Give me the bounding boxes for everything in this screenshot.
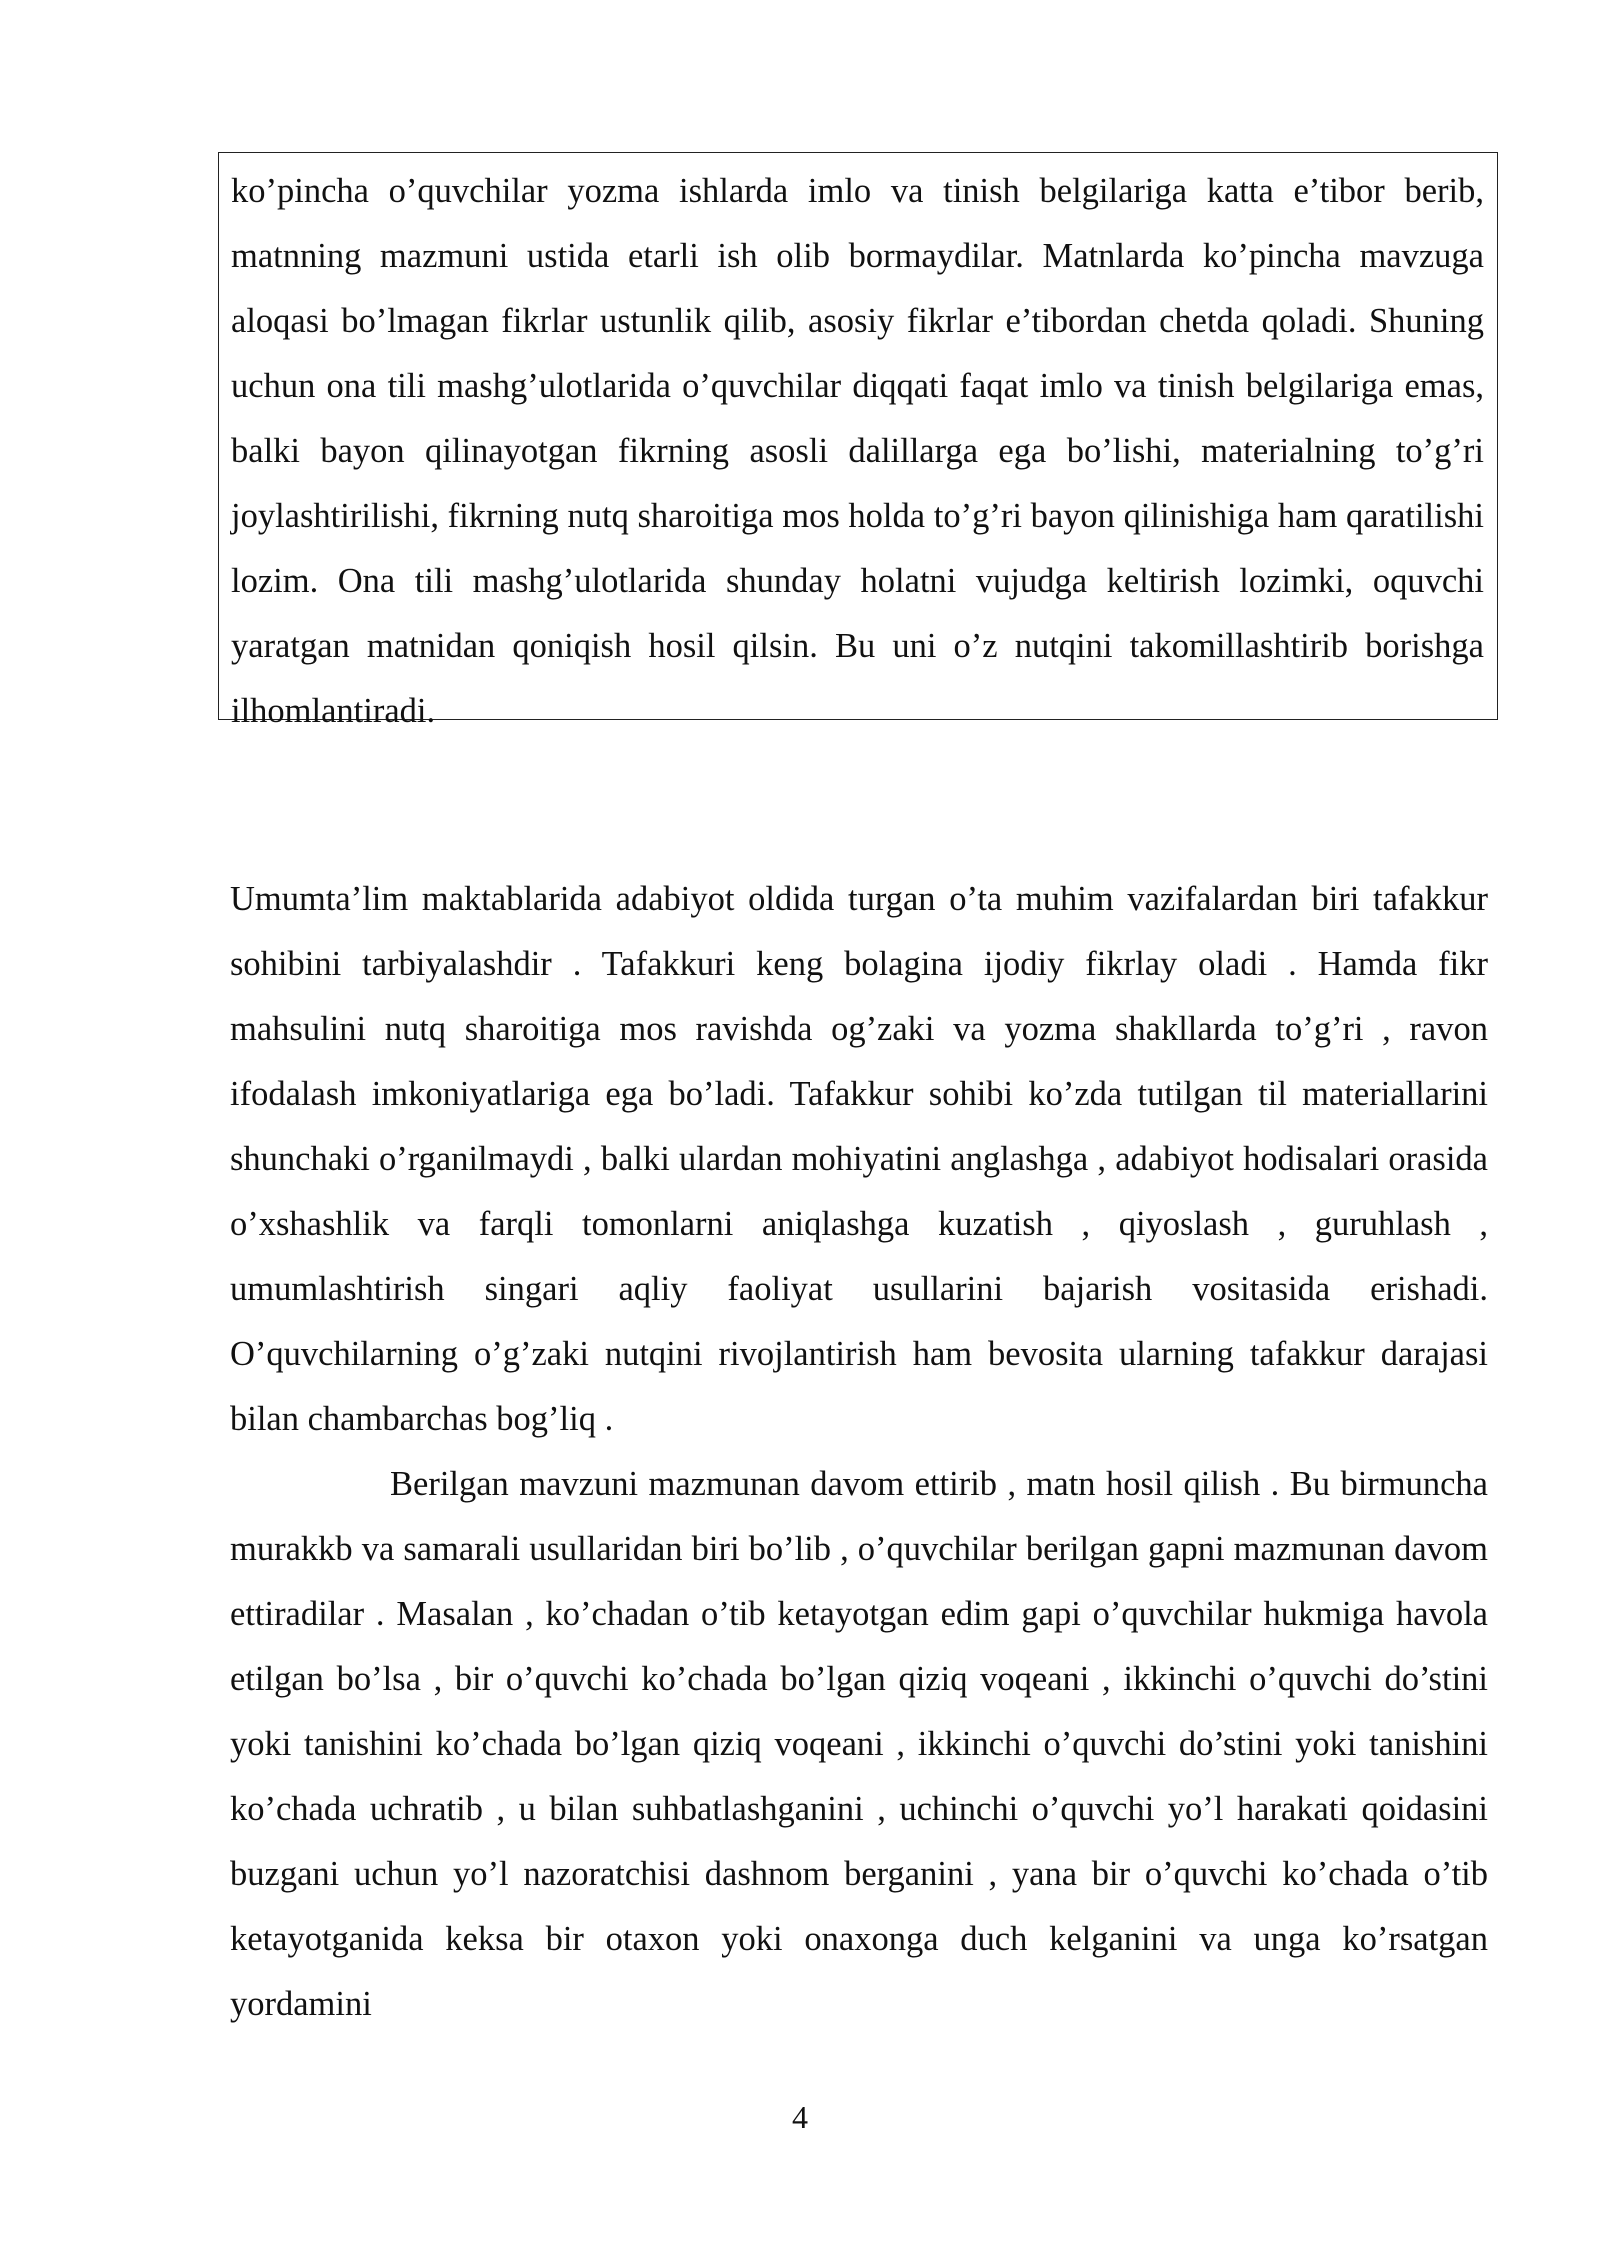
- body-text: [230, 867, 1488, 2037]
- boxed-text-frame: [218, 152, 1498, 730]
- boxed-paragraph: ko’pincha o’quvchilar yozma ishlarda imlo va tinish belgilariga katta e’tibor berib, matnning mazmuni ustida etarli ish olib bormaydilar. Matnlarda ko’pincha mavzuga aloqasi bo’lmagan fikrlar ustunlik qilib, asosiy fikrlar e’tibordan chetda qoladi. Shuning uchun ona tili mashg’ulotlarida o’quvchilar diqqati faqat imlo va tinish belgilariga emas, balki bayon qilinayotgan fikrning asosli dalillarga ega bo’lishi, materialning to’g’ri joylashtirilishi, fikrning nutq sharoitiga mos holda to’g’ri bayon qilinishiga ham qaratilishi lozim. Ona tili mashg’ulotlarida shunday holatni vujudga keltirish lozimki, oquvchi yaratgan matnidan qoniqish hosil qilsin. Bu uni o’z nutqini takomillashtirib borishga ilhomlantiradi.: [231, 172, 1484, 730]
- paragraph-2: Berilgan mavzuni mazmunan davom ettirib , matn hosil qilish . Bu birmuncha murakkb va samarali usullaridan biri bo’lib , o’quvchilar berilgan gapni mazmunan davom ettiradilar . Masalan , ko’chadan o’tib ketayotgan edim gapi o’quvchilar hukmiga havola etilgan bo’lsa , bir o’quvchi ko’chada bo’lgan qiziq voqeani , ikkinchi o’quvchi do’stini yoki tanishini ko’chada bo’lgan qiziq voqeani , ikkinchi o’quvchi do’stini yoki tanishini ko’chada uchratib , u bilan suhbatlashganini , uchinchi o’quvchi yo’l harakati qoidasini buzgani uchun yo’l nazoratchisi dashnom berganini , yana bir o’quvchi ko’chada o’tib ketayotganida keksa bir otaxon yoki onaxonga duch kelganini va unga ko’rsatgan yordamini: [230, 1465, 1488, 2023]
- page-number: 4: [792, 2099, 808, 2135]
- paragraph-1: Umumta’lim maktablarida adabiyot oldida turgan o’ta muhim vazifalardan biri tafakkur sohibini tarbiyalashdir . Tafakkuri keng bolagina ijodiy fikrlay oladi . Hamda fikr mahsulini nutq sharoitiga mos ravishda og’zaki va yozma shakllarda to’g’ri , ravon ifodalash imkoniyatlariga ega bo’ladi. Tafakkur sohibi ko’zda tutilgan til materiallarini shunchaki o’rganilmaydi , balki ulardan mohiyatini anglashga , adabiyot hodisalari orasida o’xshashlik va farqli tomonlarni aniqlashga kuzatish , qiyoslash , guruhlash , umumlashtirish singari aqliy faoliyat usullarini bajarish vositasida erishadi. O’quvchilarning o’g’zaki nutqini rivojlantirish ham bevosita ularning tafakkur darajasi bilan chambarchas bog’liq .: [230, 880, 1488, 1438]
